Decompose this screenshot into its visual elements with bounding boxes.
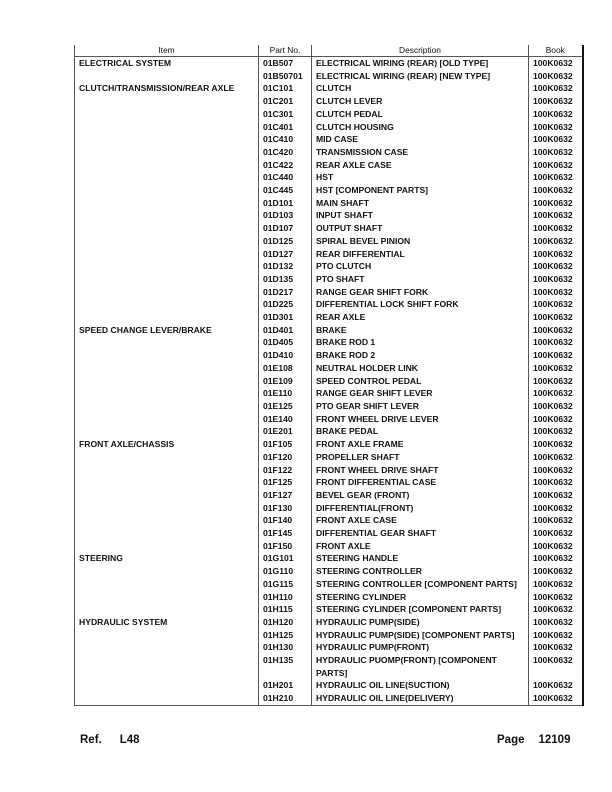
item-cell (75, 654, 259, 679)
item-cell: STEERING (75, 552, 259, 565)
table-row (75, 298, 583, 311)
book-cell: 100K0632 (529, 248, 583, 261)
item-cell (75, 260, 259, 273)
book-cell: 100K0632 (529, 578, 583, 591)
header-description: Description (312, 45, 529, 57)
item-cell (75, 108, 259, 121)
book-cell: 100K0632 (529, 641, 583, 654)
book-cell: 100K0632 (529, 540, 583, 553)
table-row (75, 82, 583, 95)
item-cell (75, 159, 259, 172)
item-cell (75, 489, 259, 502)
item-cell (75, 413, 259, 426)
item-cell: SPEED CHANGE LEVER/BRAKE (75, 324, 259, 337)
book-cell: 100K0632 (529, 362, 583, 375)
description-cell: ELECTRICAL WIRING (REAR) [NEW TYPE] (312, 70, 529, 83)
description-cell: FRONT WHEEL DRIVE SHAFT (312, 464, 529, 477)
item-cell (75, 70, 259, 83)
part-no-cell: 01H201 (259, 679, 312, 692)
table-row (75, 184, 583, 197)
item-cell (75, 692, 259, 705)
part-no-cell: 01E108 (259, 362, 312, 375)
table-row (75, 527, 583, 540)
item-cell (75, 133, 259, 146)
book-cell: 100K0632 (529, 298, 583, 311)
table-row (75, 362, 583, 375)
table-row (75, 70, 583, 83)
book-cell: 100K0632 (529, 400, 583, 413)
book-cell: 100K0632 (529, 184, 583, 197)
book-cell: 100K0632 (529, 654, 583, 679)
table-row (75, 286, 583, 299)
table-row (75, 222, 583, 235)
book-cell: 100K0632 (529, 629, 583, 642)
item-cell (75, 565, 259, 578)
item-cell (75, 476, 259, 489)
table-row (75, 654, 583, 679)
description-cell: CLUTCH HOUSING (312, 121, 529, 134)
item-cell (75, 578, 259, 591)
book-cell: 100K0632 (529, 616, 583, 629)
description-cell: PTO SHAFT (312, 273, 529, 286)
item-cell (75, 311, 259, 324)
description-cell: OUTPUT SHAFT (312, 222, 529, 235)
description-cell: PTO GEAR SHIFT LEVER (312, 400, 529, 413)
part-no-cell: 01F140 (259, 514, 312, 527)
description-cell: FRONT DIFFERENTIAL CASE (312, 476, 529, 489)
book-cell: 100K0632 (529, 108, 583, 121)
part-no-cell: 01C201 (259, 95, 312, 108)
description-cell: STEERING CYLINDER [COMPONENT PARTS] (312, 603, 529, 616)
book-cell: 100K0632 (529, 260, 583, 273)
part-no-cell: 01D103 (259, 209, 312, 222)
table-row (75, 438, 583, 451)
description-cell: STEERING CONTROLLER (312, 565, 529, 578)
table-row (75, 171, 583, 184)
part-no-cell: 01C101 (259, 82, 312, 95)
book-cell: 100K0632 (529, 273, 583, 286)
part-no-cell: 01C422 (259, 159, 312, 172)
book-cell: 100K0632 (529, 565, 583, 578)
part-no-cell: 01F150 (259, 540, 312, 553)
description-cell: CLUTCH (312, 82, 529, 95)
book-cell: 100K0632 (529, 375, 583, 388)
item-cell (75, 273, 259, 286)
table-row (75, 489, 583, 502)
page-label: Page (497, 734, 525, 746)
description-cell: HYDRAULIC OIL LINE(SUCTION) (312, 679, 529, 692)
part-no-cell: 01H110 (259, 591, 312, 604)
table-header-row (75, 45, 583, 57)
table-row (75, 616, 583, 629)
header-book: Book (529, 45, 583, 57)
book-cell: 100K0632 (529, 552, 583, 565)
table-row (75, 578, 583, 591)
item-cell (75, 591, 259, 604)
description-cell: CLUTCH LEVER (312, 95, 529, 108)
item-cell (75, 603, 259, 616)
item-cell: HYDRAULIC SYSTEM (75, 616, 259, 629)
item-cell (75, 464, 259, 477)
header-item: Item (75, 45, 259, 57)
part-no-cell: 01D225 (259, 298, 312, 311)
part-no-cell: 01B50701 (259, 70, 312, 83)
book-cell: 100K0632 (529, 70, 583, 83)
part-no-cell: 01G110 (259, 565, 312, 578)
description-cell: HYDRAULIC PUOMP(FRONT) [COMPONENT PARTS] (312, 654, 529, 679)
item-cell (75, 197, 259, 210)
book-cell: 100K0632 (529, 451, 583, 464)
item-cell (75, 540, 259, 553)
table-row (75, 197, 583, 210)
part-no-cell: 01D401 (259, 324, 312, 337)
part-no-cell: 01B507 (259, 57, 312, 70)
table-row (75, 349, 583, 362)
description-cell: HST [COMPONENT PARTS] (312, 184, 529, 197)
part-no-cell: 01G115 (259, 578, 312, 591)
ref-label: Ref. (80, 734, 102, 746)
table-row (75, 324, 583, 337)
book-cell: 100K0632 (529, 502, 583, 515)
description-cell: FRONT WHEEL DRIVE LEVER (312, 413, 529, 426)
book-cell: 100K0632 (529, 222, 583, 235)
item-cell (75, 184, 259, 197)
item-cell (75, 121, 259, 134)
table-row (75, 260, 583, 273)
description-cell: BRAKE PEDAL (312, 425, 529, 438)
description-cell: PTO CLUTCH (312, 260, 529, 273)
book-cell: 100K0632 (529, 82, 583, 95)
part-no-cell: 01H115 (259, 603, 312, 616)
book-cell: 100K0632 (529, 387, 583, 400)
book-cell: 100K0632 (529, 235, 583, 248)
description-cell: ELECTRICAL WIRING (REAR) [OLD TYPE] (312, 57, 529, 70)
part-no-cell: 01F130 (259, 502, 312, 515)
item-cell (75, 362, 259, 375)
header-part-no: Part No. (259, 45, 312, 57)
description-cell: SPEED CONTROL PEDAL (312, 375, 529, 388)
item-cell (75, 425, 259, 438)
item-cell (75, 451, 259, 464)
table-row (75, 95, 583, 108)
part-no-cell: 01F145 (259, 527, 312, 540)
item-cell (75, 375, 259, 388)
book-cell: 100K0632 (529, 692, 583, 705)
part-no-cell: 01D301 (259, 311, 312, 324)
table-row (75, 121, 583, 134)
table-row (75, 451, 583, 464)
table-row (75, 235, 583, 248)
parts-table (74, 45, 584, 706)
book-cell: 100K0632 (529, 591, 583, 604)
part-no-cell: 01D217 (259, 286, 312, 299)
footer-page (497, 734, 570, 746)
description-cell: REAR DIFFERENTIAL (312, 248, 529, 261)
item-cell (75, 527, 259, 540)
item-cell (75, 387, 259, 400)
description-cell: FRONT AXLE FRAME (312, 438, 529, 451)
item-cell (75, 222, 259, 235)
description-cell: STEERING HANDLE (312, 552, 529, 565)
book-cell: 100K0632 (529, 679, 583, 692)
table-row (75, 679, 583, 692)
description-cell: FRONT AXLE CASE (312, 514, 529, 527)
item-cell (75, 209, 259, 222)
description-cell: SPIRAL BEVEL PINION (312, 235, 529, 248)
part-no-cell: 01C420 (259, 146, 312, 159)
table-row (75, 375, 583, 388)
description-cell: BEVEL GEAR (FRONT) (312, 489, 529, 502)
description-cell: DIFFERENTIAL(FRONT) (312, 502, 529, 515)
description-cell: TRANSMISSION CASE (312, 146, 529, 159)
description-cell: HYDRAULIC PUMP(SIDE) (312, 616, 529, 629)
book-cell: 100K0632 (529, 197, 583, 210)
book-cell: 100K0632 (529, 286, 583, 299)
part-no-cell: 01C410 (259, 133, 312, 146)
book-cell: 100K0632 (529, 171, 583, 184)
part-no-cell: 01E125 (259, 400, 312, 413)
item-cell (75, 641, 259, 654)
book-cell: 100K0632 (529, 324, 583, 337)
part-no-cell: 01D135 (259, 273, 312, 286)
book-cell: 100K0632 (529, 209, 583, 222)
description-cell: BRAKE (312, 324, 529, 337)
part-no-cell: 01H120 (259, 616, 312, 629)
part-no-cell: 01D107 (259, 222, 312, 235)
book-cell: 100K0632 (529, 603, 583, 616)
book-cell: 100K0632 (529, 514, 583, 527)
ref-value: L48 (119, 734, 140, 746)
description-cell: HYDRAULIC PUMP(FRONT) (312, 641, 529, 654)
item-cell (75, 286, 259, 299)
item-cell (75, 629, 259, 642)
description-cell: NEUTRAL HOLDER LINK (312, 362, 529, 375)
description-cell: DIFFERENTIAL LOCK SHIFT FORK (312, 298, 529, 311)
item-cell (75, 248, 259, 261)
item-cell (75, 679, 259, 692)
item-cell (75, 171, 259, 184)
description-cell: FRONT AXLE (312, 540, 529, 553)
description-cell: HYDRAULIC OIL LINE(DELIVERY) (312, 692, 529, 705)
book-cell: 100K0632 (529, 159, 583, 172)
part-no-cell: 01F125 (259, 476, 312, 489)
description-cell: RANGE GEAR SHIFT FORK (312, 286, 529, 299)
item-cell: FRONT AXLE/CHASSIS (75, 438, 259, 451)
part-no-cell: 01H210 (259, 692, 312, 705)
part-no-cell: 01H125 (259, 629, 312, 642)
table-row (75, 273, 583, 286)
part-no-cell: 01F127 (259, 489, 312, 502)
table-row (75, 629, 583, 642)
table-row (75, 514, 583, 527)
footer-ref (80, 734, 140, 746)
part-no-cell: 01E140 (259, 413, 312, 426)
table-body (75, 57, 583, 706)
table-row (75, 108, 583, 121)
book-cell: 100K0632 (529, 527, 583, 540)
book-cell: 100K0632 (529, 489, 583, 502)
item-cell: ELECTRICAL SYSTEM (75, 57, 259, 70)
part-no-cell: 01C401 (259, 121, 312, 134)
description-cell: MID CASE (312, 133, 529, 146)
table-row (75, 159, 583, 172)
table-row (75, 336, 583, 349)
description-cell: CLUTCH PEDAL (312, 108, 529, 121)
table-row (75, 387, 583, 400)
part-no-cell: 01D125 (259, 235, 312, 248)
description-cell: MAIN SHAFT (312, 197, 529, 210)
item-cell: CLUTCH/TRANSMISSION/REAR AXLE (75, 82, 259, 95)
part-no-cell: 01D410 (259, 349, 312, 362)
part-no-cell: 01G101 (259, 552, 312, 565)
description-cell: REAR AXLE (312, 311, 529, 324)
item-cell (75, 146, 259, 159)
table-row (75, 692, 583, 705)
table-row (75, 57, 583, 70)
description-cell: STEERING CYLINDER (312, 591, 529, 604)
part-no-cell: 01H135 (259, 654, 312, 679)
table-row (75, 464, 583, 477)
book-cell: 100K0632 (529, 133, 583, 146)
book-cell: 100K0632 (529, 311, 583, 324)
book-cell: 100K0632 (529, 57, 583, 70)
table-row (75, 540, 583, 553)
book-cell: 100K0632 (529, 349, 583, 362)
table-row (75, 133, 583, 146)
description-cell: BRAKE ROD 1 (312, 336, 529, 349)
item-cell (75, 336, 259, 349)
description-cell: PROPELLER SHAFT (312, 451, 529, 464)
book-cell: 100K0632 (529, 438, 583, 451)
description-cell: REAR AXLE CASE (312, 159, 529, 172)
part-no-cell: 01E201 (259, 425, 312, 438)
part-no-cell: 01F122 (259, 464, 312, 477)
page-number: 12109 (538, 734, 571, 746)
table-row (75, 425, 583, 438)
part-no-cell: 01F120 (259, 451, 312, 464)
book-cell: 100K0632 (529, 121, 583, 134)
item-cell (75, 400, 259, 413)
item-cell (75, 514, 259, 527)
part-no-cell: 01C445 (259, 184, 312, 197)
item-cell (75, 502, 259, 515)
table-row (75, 146, 583, 159)
part-no-cell: 01C440 (259, 171, 312, 184)
book-cell: 100K0632 (529, 95, 583, 108)
item-cell (75, 349, 259, 362)
part-no-cell: 01D405 (259, 336, 312, 349)
item-cell (75, 235, 259, 248)
part-no-cell: 01D127 (259, 248, 312, 261)
description-cell: HST (312, 171, 529, 184)
table-row (75, 502, 583, 515)
table-row (75, 413, 583, 426)
table-row (75, 248, 583, 261)
book-cell: 100K0632 (529, 146, 583, 159)
book-cell: 100K0632 (529, 336, 583, 349)
description-cell: STEERING CONTROLLER [COMPONENT PARTS] (312, 578, 529, 591)
part-no-cell: 01E110 (259, 387, 312, 400)
part-no-cell: 01H130 (259, 641, 312, 654)
book-cell: 100K0632 (529, 476, 583, 489)
table-row (75, 641, 583, 654)
table-row (75, 209, 583, 222)
description-cell: RANGE GEAR SHIFT LEVER (312, 387, 529, 400)
description-cell: BRAKE ROD 2 (312, 349, 529, 362)
description-cell: INPUT SHAFT (312, 209, 529, 222)
part-no-cell: 01D132 (259, 260, 312, 273)
part-no-cell: 01C301 (259, 108, 312, 121)
description-cell: DIFFERENTIAL GEAR SHAFT (312, 527, 529, 540)
item-cell (75, 95, 259, 108)
table-row (75, 565, 583, 578)
book-cell: 100K0632 (529, 413, 583, 426)
table-row (75, 400, 583, 413)
description-cell: HYDRAULIC PUMP(SIDE) [COMPONENT PARTS] (312, 629, 529, 642)
part-no-cell: 01D101 (259, 197, 312, 210)
table-row (75, 476, 583, 489)
part-no-cell: 01E109 (259, 375, 312, 388)
table-row (75, 552, 583, 565)
table-row (75, 591, 583, 604)
book-cell: 100K0632 (529, 425, 583, 438)
book-cell: 100K0632 (529, 464, 583, 477)
part-no-cell: 01F105 (259, 438, 312, 451)
table-row (75, 603, 583, 616)
item-cell (75, 298, 259, 311)
table-row (75, 311, 583, 324)
